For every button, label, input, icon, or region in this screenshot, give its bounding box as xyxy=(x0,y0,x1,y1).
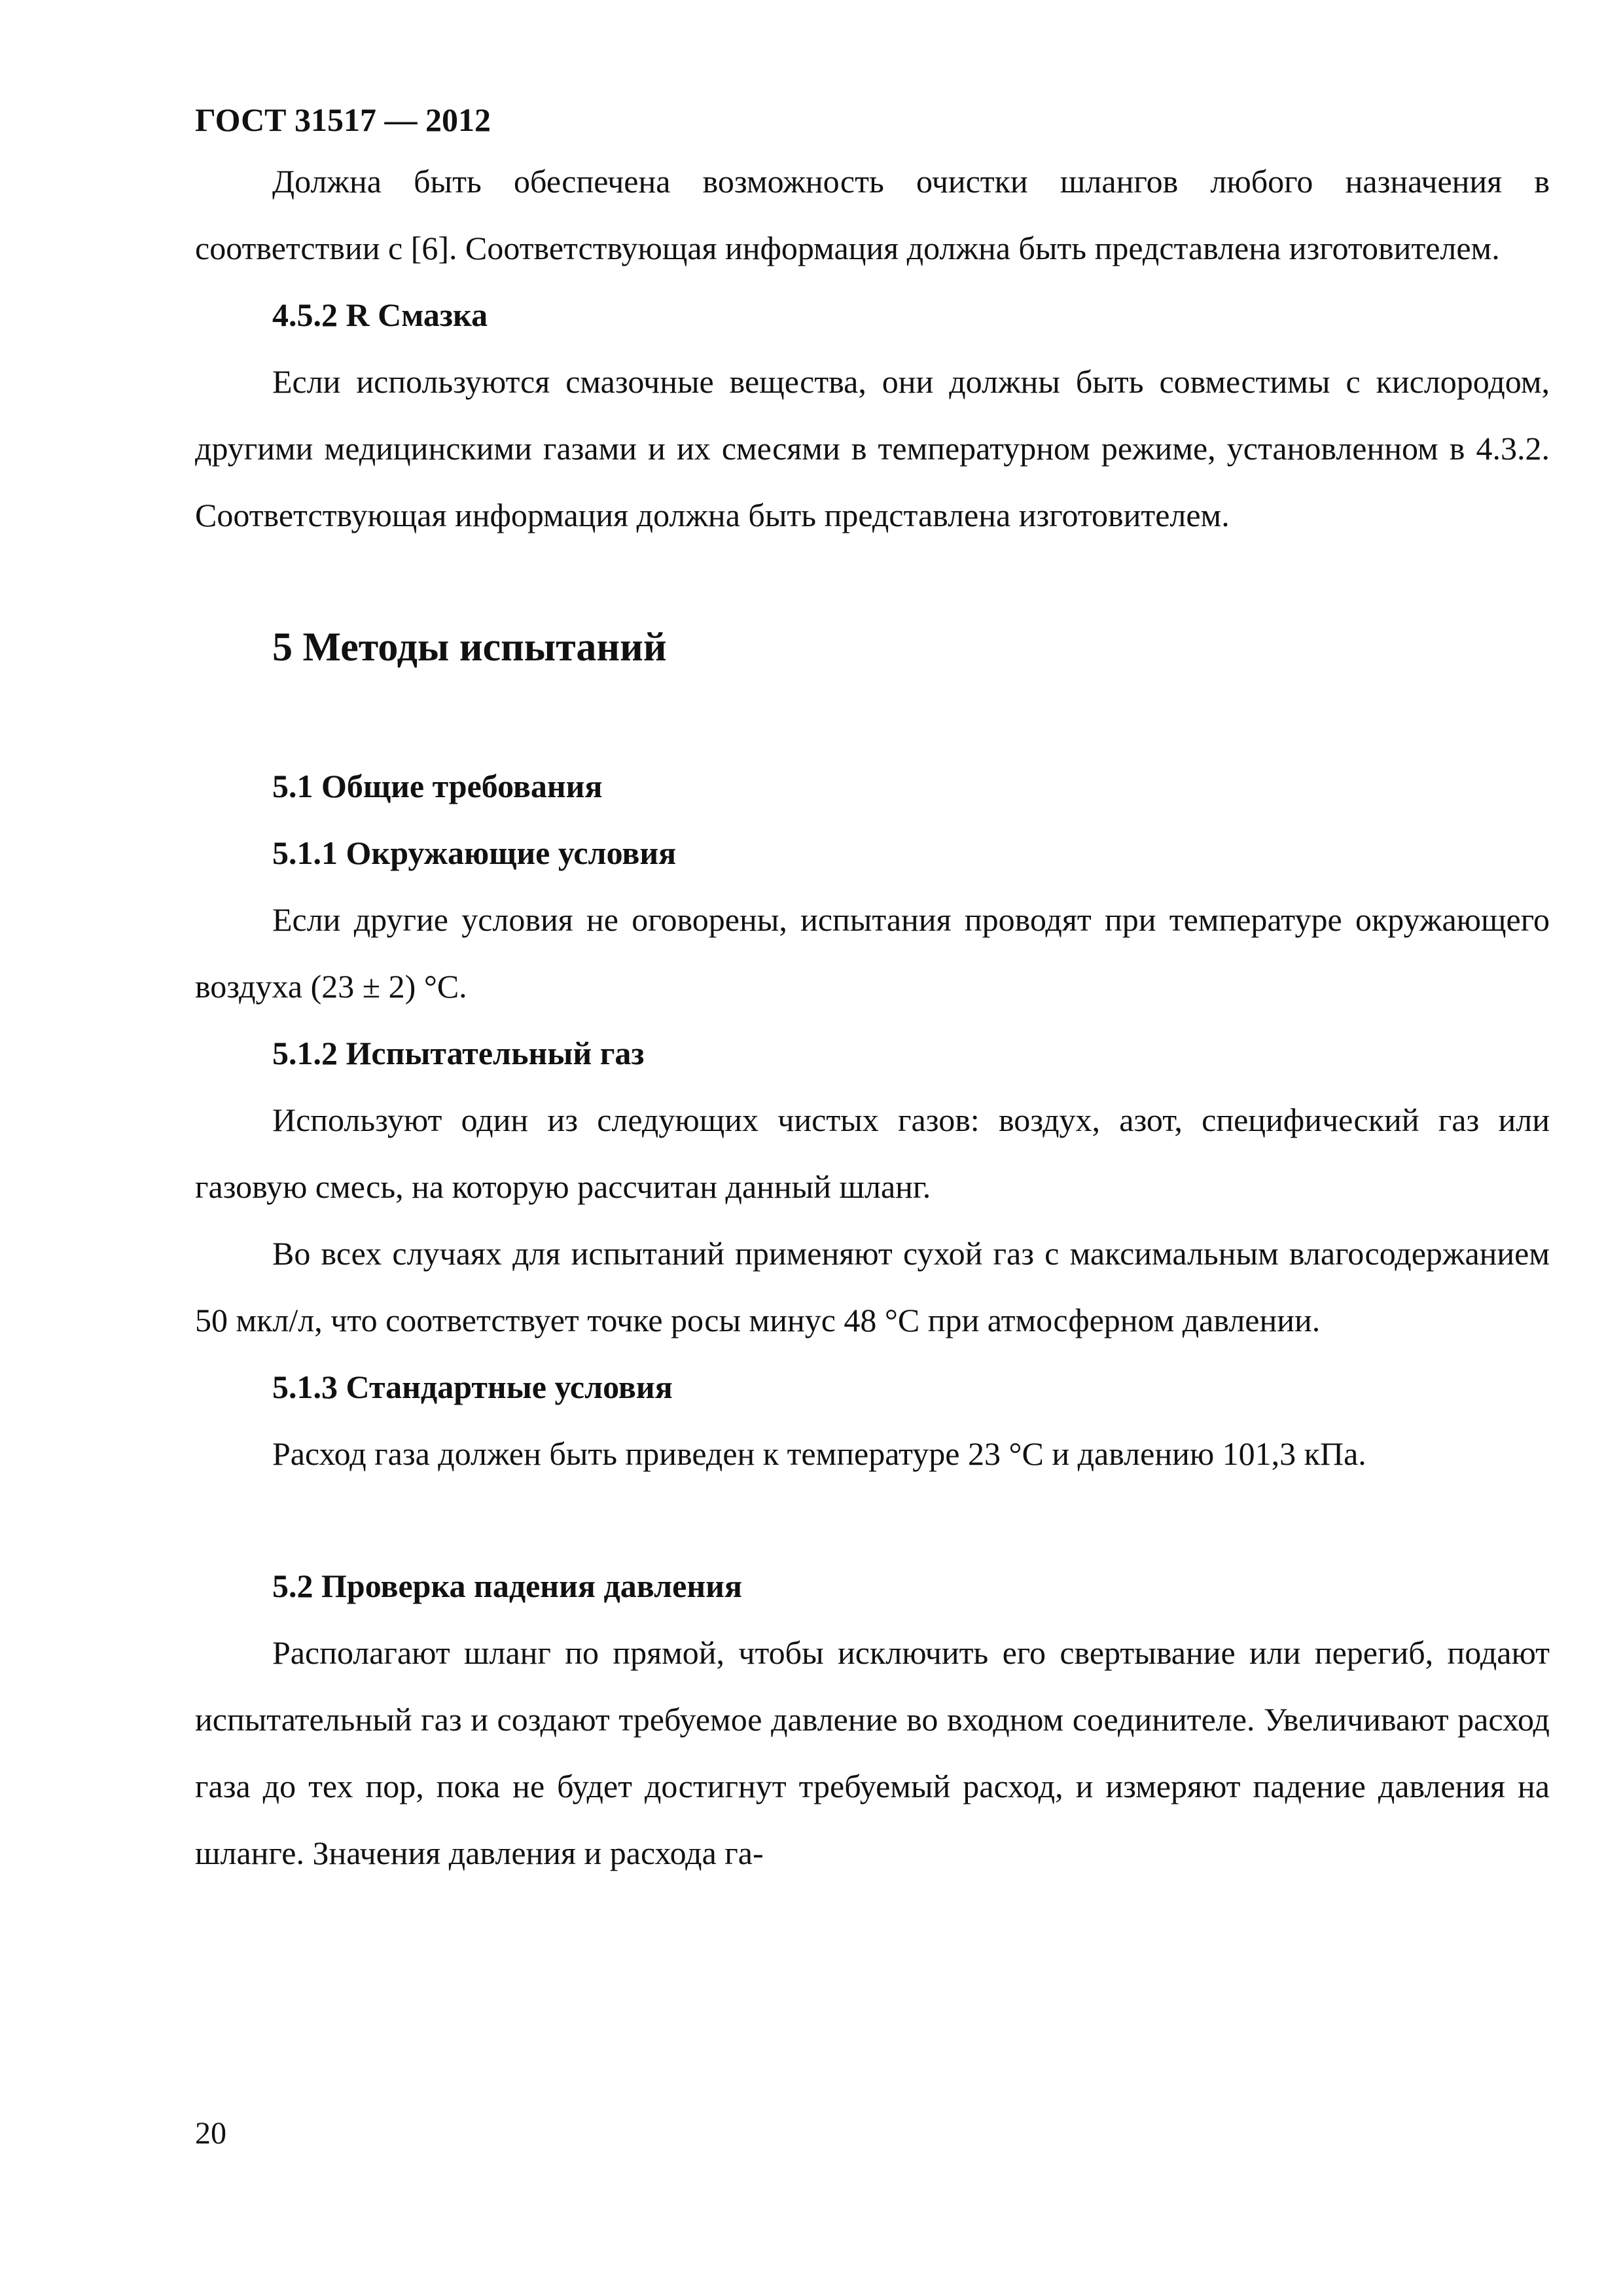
paragraph-test-gas-2: Во всех случаях для испытаний применяют сухой газ с максимальным влагосодержанием 50 мкл/л, что соответствует точке росы минус 48 °С при атмосферном давлении. xyxy=(195,1235,1550,1338)
page-content xyxy=(195,148,1550,1886)
heading-4-5-2: 4.5.2 R Смазка xyxy=(272,296,488,333)
heading-5-1-1: 5.1.1 Окружающие условия xyxy=(272,834,677,871)
document-code-header: ГОСТ 31517 — 2012 xyxy=(195,101,491,138)
spacer xyxy=(195,681,1550,753)
heading-5-1: 5.1 Общие требования xyxy=(272,768,603,804)
heading-5-2: 5.2 Проверка падения давления xyxy=(272,1568,743,1604)
heading-5-1-2: 5.1.2 Испытательный газ xyxy=(272,1035,645,1071)
paragraph-cleaning: Должна быть обеспечена возможность очистки шлангов любого назначения в соответствии с [6]. Соответствующая информация должна быть представлена изготовителем. xyxy=(195,163,1550,266)
page-number: 20 xyxy=(195,2116,226,2151)
heading-section-5: 5 Методы испытаний xyxy=(272,625,667,670)
paragraph-ambient: Если другие условия не оговорены, испытания проводят при температуре окружающего воздуха (23 ± 2) °С. xyxy=(195,901,1550,1005)
paragraph-standard-conditions: Расход газа должен быть приведен к температуре 23 °С и давлению 101,3 кПа. xyxy=(272,1435,1366,1472)
paragraph-pressure-drop: Располагают шланг по прямой, чтобы исключить его свертывание или перегиб, подают испытательный газ и создают требуемое давление во входном соединителе. Увеличивают расход газа до тех пор, пока не будет достигнут требуемый расход, и измеряют падение давления на шланге. Значения давления и расхода га- xyxy=(195,1634,1550,1871)
spacer xyxy=(195,1487,1550,1552)
spacer xyxy=(195,548,1550,614)
heading-5-1-3: 5.1.3 Стандартные условия xyxy=(272,1369,673,1405)
paragraph-lubricant: Если используются смазочные вещества, они должны быть совместимы с кислородом, другими медицинскими газами и их смесями в температурном режиме, установленном в 4.3.2. Соответствующая информация должна быть представлена изготовителем. xyxy=(195,363,1550,533)
paragraph-test-gas-1: Используют один из следующих чистых газов: воздух, азот, специфический газ или газовую смесь, на которую рассчитан данный шланг. xyxy=(195,1102,1550,1205)
